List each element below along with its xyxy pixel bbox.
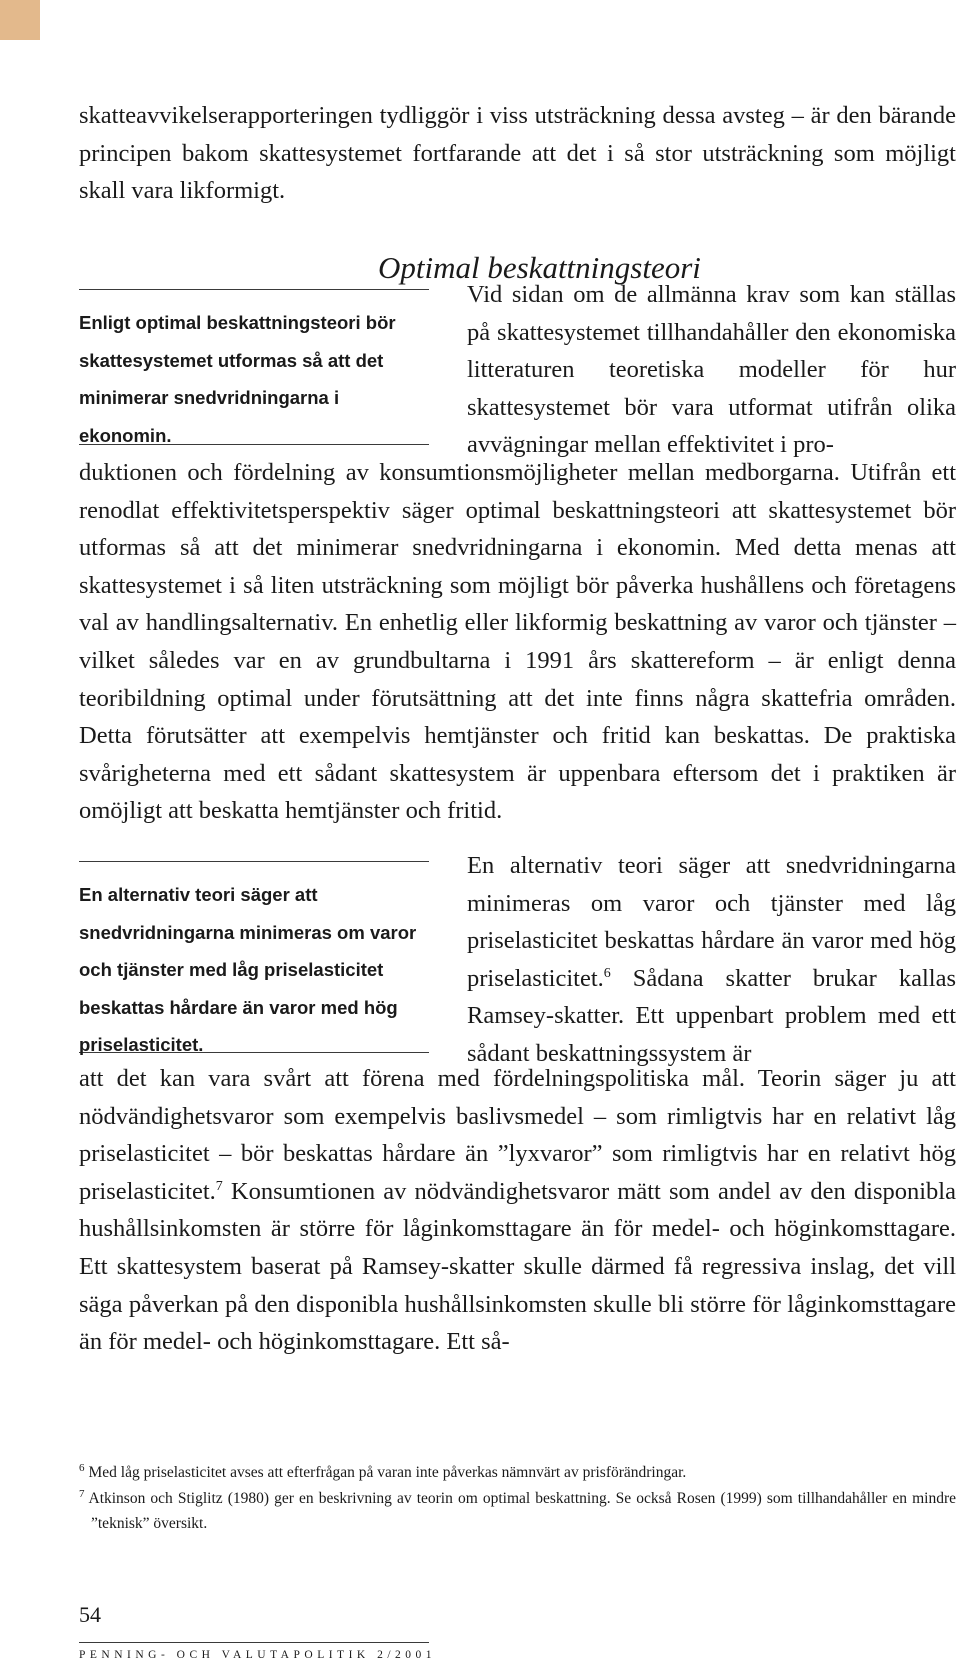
footnote-ref-6[interactable]: 6 <box>603 965 611 981</box>
footnotes <box>79 1460 956 1537</box>
paragraph-2-right-column <box>467 847 956 1073</box>
paragraph-2-right-text-b: Sådana skatter brukar kallas Ramsey-skatter. Ett uppenbart problem med ett sådant beskattningssystem är <box>467 964 956 1067</box>
paragraph-2-full-text-a: att det kan vara svårt att förena med fördelningspolitiska mål. Teorin säger ju att nödvändighetsvaror som exempelvis baslivsmedel – som rimligtvis har en relativt låg priselasticitet – bör beskattas hårdare än ”lyxvaror” som rimligtvis har en relativt hög priselasticitet. <box>79 1065 956 1205</box>
margin-note-alternative-theory <box>79 861 429 1053</box>
footnote-ref-7[interactable]: 7 <box>215 1178 223 1194</box>
intro-paragraph: skatteavvikelserapporteringen tydliggör i viss utsträckning dessa avsteg – är den bärande principen bakom skattesystemet fortfarande att det i så stor utsträckning som möjligt skall vara likformigt. <box>79 102 956 205</box>
corner-tab-decoration <box>0 0 40 40</box>
paragraph-2-full-width <box>79 1060 956 1361</box>
footnote-6 <box>79 1460 956 1485</box>
paragraph-2-full-text-b: Konsumtionen av nödvändighetsvaror mätt som andel av den disponibla hushållsinkomsten är större för låginkomsttagare än för medel- och höginkomsttagare. Ett skattesystem baserat på Ramsey-skatter skulle därmed få regressiva inslag, det vill säga påverkan på den disponibla hushållsinkomsten skulle bli större för låginkomsttagare än för medel- och höginkomsttagare. Ett så- <box>79 1177 956 1356</box>
margin-note-optimal-taxation <box>79 289 429 445</box>
footnote-7 <box>79 1486 956 1536</box>
paragraph-2-right-text-a: En alternativ teori säger att snedvridningarna minimeras om varor och tjänster med låg priselasticitet beskattas hårdare än varor med hög priselasticitet. <box>467 852 956 992</box>
margin-note-text: En alternativ teori säger att snedvridningarna minimeras om varor och tjänster med låg priselasticitet beskattas hårdare än varor med hög priselasticitet. <box>79 884 417 1055</box>
footnote-number: 6 <box>79 1461 85 1474</box>
footnote-text: Atkinson och Stiglitz (1980) ger en beskrivning av teorin om optimal beskattning. Se också Rosen (1999) som tillhandahåller en mindre ”teknisk” översikt. <box>88 1490 956 1532</box>
footnote-number: 7 <box>79 1487 85 1500</box>
paragraph-1-full-width: duktionen och fördelning av konsumtionsmöjligheter mellan medborgarna. Utifrån ett renodlat effektivitetsperspektiv säger optimal beskattningsteori att skattesystemet bör utformas så att det minimerar snedvridningarna i ekonomin. Med detta menas att skattesystemet i så liten utsträckning som möjligt bör påverka hushållens och företagens val av handlingsalternativ. En enhetlig eller likformig beskattning av varor och tjänster – vilket således var en av grundbultarna i 1991 års skattereform – är enligt denna teoribildning optimal under förutsättning att det inte finns några skattefria områden. Detta förutsätter att exempelvis hemtjänster och fritid kan beskattas. De praktiska svårigheterna med ett sådant skattesystem är uppenbara eftersom det i praktiken är omöjligt att beskatta hemtjänster och fritid. <box>79 459 956 825</box>
section-heading: Optimal beskattningsteori <box>378 250 701 285</box>
running-footer: PENNING- OCH VALUTAPOLITIK 2/2001 <box>79 1649 437 1661</box>
footnote-text: Med låg priselasticitet avses att efterfrågan på varan inte påverkas nämnvärt av prisförändringar. <box>88 1464 687 1481</box>
margin-note-text: Enligt optimal beskattningsteori bör skattesystemet utformas så att det minimerar snedvridningarna i ekonomin. <box>79 312 396 446</box>
footer-divider <box>79 1642 429 1643</box>
paragraph-1-right-column: Vid sidan om de allmänna krav som kan ställas på skattesystemet tillhandahåller den ekonomiska litteraturen teoretiska modeller för hur skattesystemet bör vara utformat utifrån olika avvägningar mellan effektivitet i pro- <box>467 281 956 459</box>
page-number: 54 <box>79 1602 101 1627</box>
